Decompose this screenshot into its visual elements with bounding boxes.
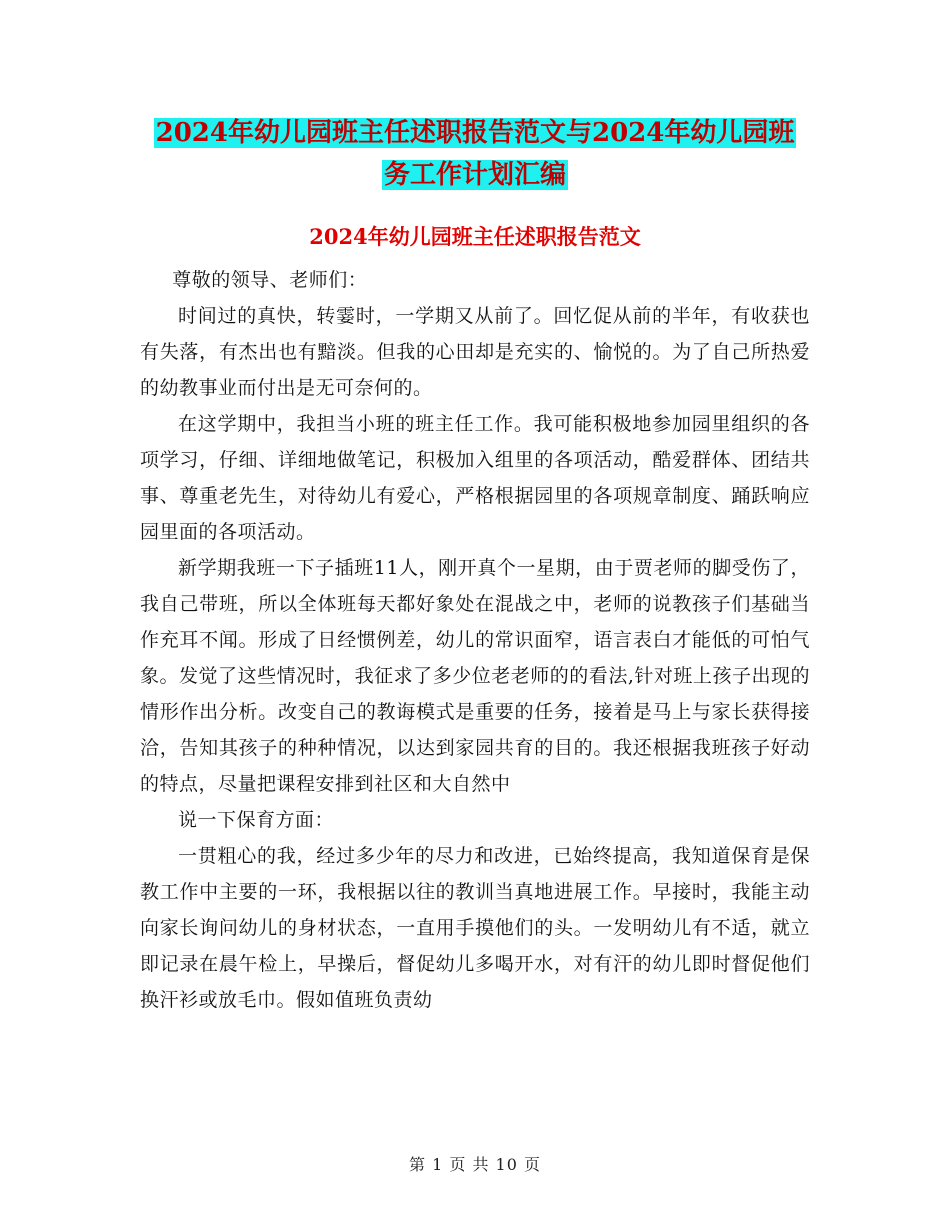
title-highlight: 务工作计划汇编: [383, 160, 566, 190]
document-body: [140, 262, 810, 1018]
paragraph: 在这学期中，我担当小班的班主任工作。我可能积极地参加园里组织的各项学习，仔细、详细地做笔记，积极加入组里的各项活动，酷爱群体、团结共事、尊重老先生，对待幼儿有爱心，严格根据园里的各项规章制度、踊跃响应园里面的各项活动。: [140, 413, 810, 543]
paragraph: 说一下保育方面：: [178, 809, 335, 831]
document-title-line-1: [0, 110, 950, 156]
document-title-line-2: [0, 152, 950, 198]
page-footer: 第 1 页 共 10 页: [409, 1155, 541, 1174]
title-highlight: 2024年幼儿园班主任述职报告范文与2024年幼儿园班: [155, 118, 795, 148]
salutation: 尊敬的领导、老师们：: [172, 269, 368, 291]
paragraph: 新学期我班一下子插班11人，刚开真个一星期，由于贾老师的脚受伤了，我自己带班，所以全体班每天都好象处在混战之中，老师的说教孩子们基础当作充耳不闻。形成了日经惯例差，幼儿的常识面窄，语言表白才能低的可怕气象。发觉了这些情况时，我征求了多少位老老师的的看法,针对班上孩子出现的情形作出分析。改变自己的教诲模式是重要的任务，接着是马上与家长获得接洽，告知其孩子的种种情况，以达到家园共育的目的。我还根据我班孩子好动的特点，尽量把课程安排到社区和大自然中: [140, 557, 810, 795]
paragraph: 一贯粗心的我，经过多少年的尽力和改进，已始终提高，我知道保育是保教工作中主要的一环，我根据以往的教训当真地进展工作。早接时，我能主动向家长询问幼儿的身材状态，一直用手摸他们的头。一发明幼儿有不适，就立即记录在晨午检上，早操后，督促幼儿多喝开水，对有汗的幼儿即时督促他们换汗衫或放毛巾。假如值班负责幼: [140, 845, 810, 1011]
section-title: 2024年幼儿园班主任述职报告范文: [309, 224, 641, 249]
paragraph: 时间过的真快，转霎时，一学期又从前了。回忆促从前的半年，有收获也有失落，有杰出也有黯淡。但我的心田却是充实的、愉悦的。为了自己所热爱的幼教事业而付出是无可奈何的。: [140, 305, 810, 399]
